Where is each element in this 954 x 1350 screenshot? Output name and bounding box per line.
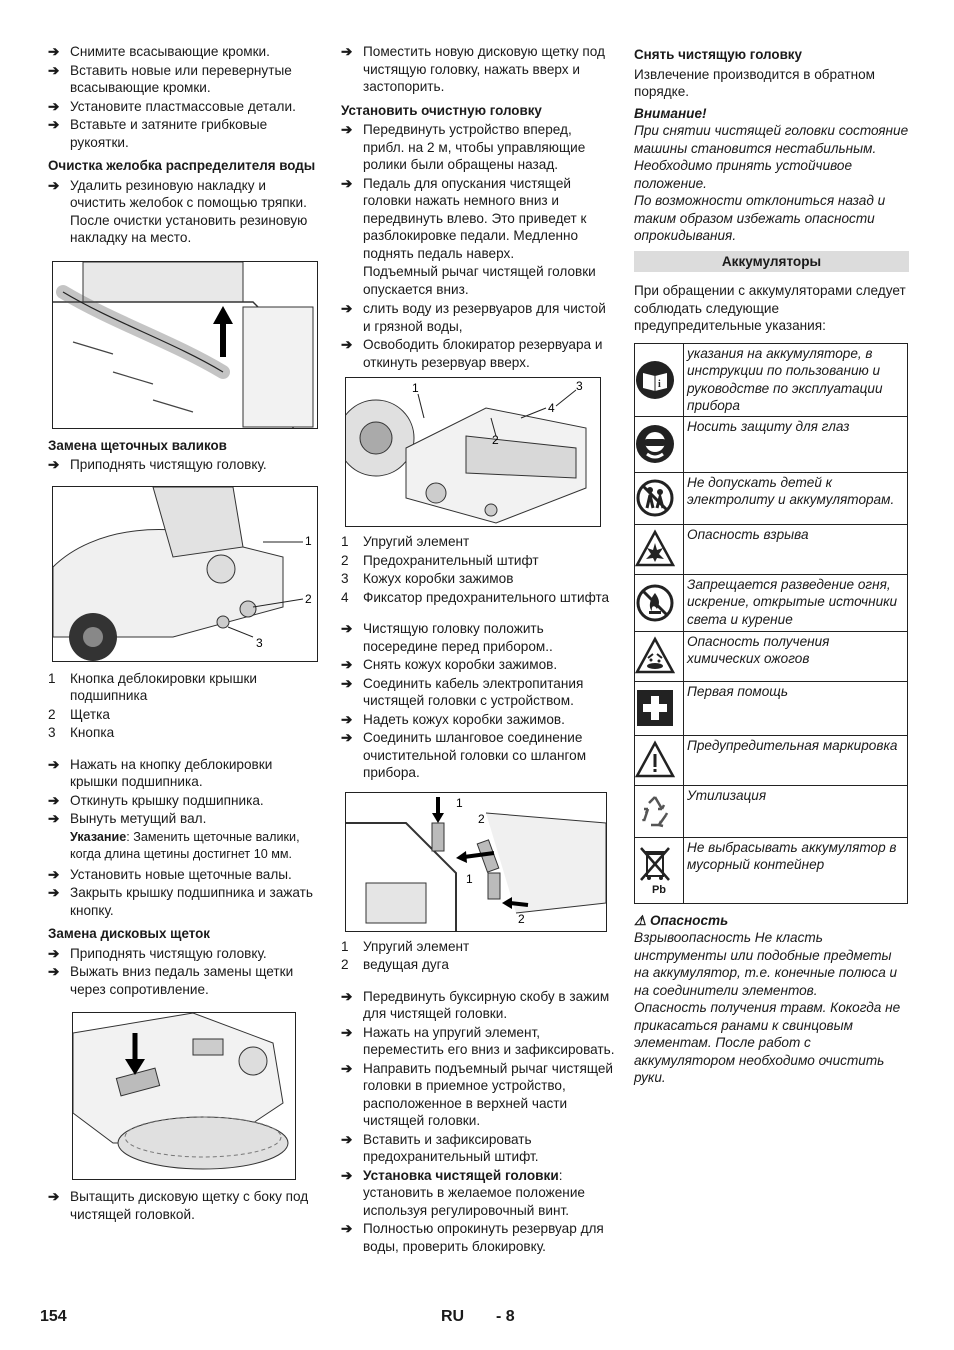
arrow-right-icon: ➔ <box>341 1131 353 1147</box>
symbol-text: Не допускать детей к электролиту и аккумуляторам. <box>684 472 908 524</box>
legend-number: 3 <box>341 571 349 586</box>
arrow-right-icon: ➔ <box>48 62 60 78</box>
step-text: Соединить шланговое соединение очистительной головки со шлангом прибора. <box>363 730 587 780</box>
symbol-text: Предупредительная маркировка <box>684 735 908 785</box>
callout-label: 1 <box>305 533 312 548</box>
arrow-right-icon: ➔ <box>48 885 60 900</box>
arrow-right-icon: ➔ <box>341 988 353 1004</box>
arrow-right-icon: ➔ <box>48 866 60 882</box>
arrow-right-icon: ➔ <box>48 792 60 808</box>
instruction-step <box>48 884 320 919</box>
step-result: Подъемный рычаг чистящей головки опускается вниз. <box>363 264 596 297</box>
note-text: : Заменить щеточные валики, когда длина щетины достигнет 10 мм. <box>70 829 300 861</box>
instruction-step <box>341 300 615 335</box>
instruction-step <box>48 945 320 963</box>
step-text: Вынуть метущий вал. <box>70 811 207 826</box>
instruction-step <box>48 98 320 116</box>
arrow-right-icon: ➔ <box>341 122 353 137</box>
step-text: Полностью опрокинуть резервуар для воды, проверить блокировку. <box>363 1221 604 1254</box>
explosion-icon <box>635 529 675 569</box>
arrow-right-icon: ➔ <box>341 301 353 316</box>
legend-item <box>341 533 615 551</box>
arrow-right-icon: ➔ <box>48 1189 60 1204</box>
step-text: Вставить новые или перевернутые всасывающие кромки. <box>70 62 292 95</box>
arrow-right-icon: ➔ <box>48 945 60 961</box>
danger-heading <box>634 912 909 930</box>
symbol-row <box>635 631 908 681</box>
legend-text: Предохранительный штифт <box>363 552 539 568</box>
symbol-row <box>635 574 908 631</box>
arrow-right-icon: ➔ <box>341 175 353 191</box>
no-children-icon <box>635 478 675 518</box>
step-text: Выжать вниз педаль замены щетки через сопротивление. <box>70 964 294 997</box>
arrow-right-icon: ➔ <box>341 337 353 352</box>
legend-item <box>341 956 615 974</box>
symbol-text: Опасность взрыва <box>684 524 908 574</box>
legend-item <box>341 938 615 956</box>
symbol-table <box>634 343 908 904</box>
symbol-text: Запрещается разведение огня, искрение, открытые источники света и курение <box>684 574 908 631</box>
arrow-right-icon: ➔ <box>48 44 60 59</box>
symbol-row <box>635 735 908 785</box>
legend-number: 3 <box>48 725 56 740</box>
svg-text:i: i <box>658 378 661 390</box>
instruction-step <box>48 62 320 97</box>
step-text: Чистящую головку положить посередине перед прибором.. <box>363 621 553 654</box>
instruction-step <box>341 336 615 371</box>
instruction-step <box>48 866 320 884</box>
symbol-row <box>635 837 908 903</box>
legend-text: Кнопка <box>70 725 115 740</box>
language-code: RU <box>441 1308 465 1325</box>
column-middle <box>341 42 615 1256</box>
danger-title: Опасность <box>649 912 729 928</box>
instruction-step <box>341 1060 615 1130</box>
instruction-step <box>48 810 320 828</box>
instruction-step <box>48 116 320 151</box>
legend-item <box>341 552 615 570</box>
callout-label: 3 <box>256 635 263 650</box>
arrow-right-icon: ➔ <box>48 811 60 826</box>
warning-icon <box>635 740 675 780</box>
figure-tow-bracket <box>345 792 607 932</box>
legend-number: 1 <box>48 670 56 686</box>
callout-label: 1 <box>412 381 419 395</box>
symbol-row <box>635 416 908 472</box>
legend-item <box>341 589 615 607</box>
section-heading: Замена дисковых щеток <box>48 926 210 941</box>
symbol-text: Носить защиту для глаз <box>684 416 908 472</box>
step-text: Установите пластмассовые детали. <box>70 98 296 114</box>
legend-text: Упругий элемент <box>363 938 470 954</box>
instruction-step <box>341 1167 615 1220</box>
callout-label: 2 <box>492 433 499 447</box>
step-text: Откинуть крышку подшипника. <box>70 792 264 808</box>
arrow-right-icon: ➔ <box>48 117 60 132</box>
attention-text: При снятии чистящей головки состояние машины становится нестабильным. Необходимо принять устойчивое положение. <box>634 123 909 191</box>
step-text: Передвинуть устройство вперед, прибл. на 2 м, чтобы управляющие ролики были обращены назад. <box>363 122 586 172</box>
note-label: Указание <box>70 829 127 844</box>
step-text: Закрыть крышку подшипника и зажать кнопку. <box>70 885 313 918</box>
callout-label: 3 <box>576 379 583 393</box>
recycling-icon <box>635 791 675 831</box>
arrow-right-icon: ➔ <box>341 621 353 636</box>
figure-water-trough <box>52 261 318 429</box>
legend-item <box>48 670 320 705</box>
symbol-text: Первая помощь <box>684 681 908 735</box>
symbol-row <box>635 343 908 416</box>
danger-text: Взрывоопасность Не класть инструменты или подобные предметы на аккумулятор, т.е. конечные полюса и на соединители элементов. <box>634 930 898 998</box>
danger-icon: ⚠ <box>634 912 647 928</box>
step-text: Вставьте и затяните грибковые рукоятки. <box>70 117 268 150</box>
step-text: Соединить кабель электропитания чистящей головки с устройством. <box>363 675 584 708</box>
step-bold-label: Установка чистящей головки <box>363 1167 559 1183</box>
section-heading: Замена щеточных валиков <box>48 437 227 453</box>
first-aid-icon <box>635 688 675 728</box>
instruction-step <box>341 1131 615 1166</box>
figure-clamp-box <box>345 377 601 527</box>
figure-disc-brush <box>72 1012 296 1180</box>
column-left <box>48 42 320 1224</box>
arrow-right-icon: ➔ <box>341 1060 353 1076</box>
attention-text: По возможности отклониться назад и таким образом избежать опасности опрокидывания. <box>634 193 886 243</box>
arrow-right-icon: ➔ <box>48 177 60 193</box>
instruction-step <box>341 1220 615 1255</box>
legend-number: 1 <box>341 534 349 549</box>
legend-text: Щетка <box>70 706 110 722</box>
column-right <box>634 42 909 1087</box>
section-heading: Очистка желобка распределителя воды <box>48 158 316 173</box>
arrow-right-icon: ➔ <box>341 1167 353 1183</box>
step-text: Удалить резиновую накладку и очистить желобок с помощью тряпки. После очистки установить резиновую накладку на место. <box>70 177 308 245</box>
section-banner: Аккумуляторы <box>634 251 909 273</box>
instruction-step <box>48 177 320 247</box>
no-fire-icon <box>635 583 675 623</box>
symbol-text: Утилизация <box>684 785 908 837</box>
step-text: Вставить и зафиксировать предохранительный штифт. <box>363 1131 539 1164</box>
arrow-right-icon: ➔ <box>341 675 353 691</box>
legend-item <box>48 724 320 742</box>
instruction-step <box>341 620 615 655</box>
instruction-step <box>341 175 615 263</box>
note <box>70 829 320 864</box>
arrow-right-icon: ➔ <box>48 457 60 472</box>
arrow-right-icon: ➔ <box>341 1221 353 1236</box>
attention-title: Внимание! <box>634 105 707 121</box>
instruction-step <box>341 988 615 1023</box>
step-text: : установить в желаемое положение используя регулировочный винт. <box>363 1167 585 1218</box>
legend-text: ведущая дуга <box>363 957 449 972</box>
step-text: Вытащить дисковую щетку с боку под чистящей головкой. <box>70 1189 309 1222</box>
step-text: Нажать на упругий элемент, переместить его вниз и зафиксировать. <box>363 1024 615 1057</box>
no-trash-bin-icon <box>635 844 675 884</box>
step-text: Снять кожух коробки зажимов. <box>363 657 558 672</box>
instruction-step <box>48 43 320 61</box>
instruction-step <box>48 792 320 810</box>
danger-text: Опасность получения травм. Кокогда не прикасаться ранами к свинцовым элементам. После работ с аккумулятором необходимо очистить руки. <box>634 1000 901 1085</box>
symbol-row <box>635 524 908 574</box>
instruction-step <box>341 1024 615 1059</box>
callout-label: 4 <box>548 401 555 415</box>
eye-protection-icon <box>635 424 675 464</box>
symbol-text: Опасность получения химических ожогов <box>684 631 908 681</box>
symbol-text: Не выбрасывать аккумулятор в мусорный контейнер <box>684 837 908 903</box>
arrow-right-icon: ➔ <box>341 657 353 672</box>
section-heading: Установить очистную головку <box>341 102 542 118</box>
step-text: Нажать на кнопку деблокировки крышки подшипника. <box>70 756 273 789</box>
page-number: 154 <box>40 1308 67 1325</box>
arrow-right-icon: ➔ <box>48 98 60 114</box>
pb-label: Pb <box>651 884 667 896</box>
arrow-right-icon: ➔ <box>341 1024 353 1040</box>
legend-number: 2 <box>48 706 56 722</box>
step-text: слить воду из резервуаров для чистой и грязной воды, <box>363 301 606 334</box>
step-text: Приподнять чистящую головку. <box>70 945 267 961</box>
instruction-step <box>341 675 615 710</box>
legend-number: 2 <box>341 957 349 972</box>
instruction-step <box>48 756 320 791</box>
legend-text: Фиксатор предохранительного штифта <box>363 589 610 605</box>
arrow-right-icon: ➔ <box>341 711 353 727</box>
legend-text: Упругий элемент <box>363 534 470 549</box>
section-heading: Снять чистящую головку <box>634 47 802 62</box>
chemical-burn-icon <box>635 636 675 676</box>
manual-icon <box>635 360 675 400</box>
instruction-step <box>341 711 615 729</box>
symbol-row <box>635 472 908 524</box>
instruction-step <box>48 963 320 998</box>
callout-label: 2 <box>305 591 312 606</box>
instruction-step <box>48 456 320 474</box>
legend-text: Кнопка деблокировки крышки подшипника <box>70 670 258 703</box>
legend-text: Кожух коробки зажимов <box>363 571 514 586</box>
sub-page-number: - 8 <box>496 1308 515 1325</box>
instruction-step <box>48 1188 320 1223</box>
symbol-row <box>635 681 908 735</box>
instruction-step <box>341 656 615 674</box>
step-text: Направить подъемный рычаг чистящей головки в приемное устройство, расположенное в верхней части чистящей головки. <box>363 1060 614 1128</box>
callout-label: 2 <box>518 911 525 926</box>
arrow-right-icon: ➔ <box>48 756 60 772</box>
legend-item <box>48 706 320 724</box>
instruction-step <box>341 121 615 174</box>
step-text: Педаль для опускания чистящей головки нажать немного вниз и передвинуть влево. Это приведет к разблокировке педали. Медленно поднять педаль наверх. <box>363 175 587 261</box>
instruction-step <box>341 729 615 782</box>
symbol-text: указания на аккумуляторе, в инструкции по пользованию и руководстве по эксплуатации прибора <box>684 343 908 416</box>
step-text: Снимите всасывающие кромки. <box>70 44 270 59</box>
paragraph: Извлечение производится в обратном порядке. <box>634 66 876 99</box>
instruction-step <box>341 43 615 96</box>
callout-label: 1 <box>456 795 463 810</box>
arrow-right-icon: ➔ <box>341 44 353 59</box>
step-text: Передвинуть буксирную скобу в зажим для чистящей головки. <box>363 988 610 1021</box>
legend-number: 1 <box>341 938 349 954</box>
step-text: Приподнять чистящую головку. <box>70 457 267 472</box>
legend-number: 2 <box>341 552 349 568</box>
legend-number: 4 <box>341 589 349 605</box>
arrow-right-icon: ➔ <box>48 964 60 979</box>
symbol-row <box>635 785 908 837</box>
step-text: Установить новые щеточные валы. <box>70 866 292 882</box>
legend-item <box>341 570 615 588</box>
step-text: Поместить новую дисковую щетку под чистящую головку, нажать вверх и застопорить. <box>363 44 605 94</box>
step-text: Освободить блокиратор резервуара и откинуть резервуар вверх. <box>363 337 603 370</box>
callout-label: 2 <box>478 811 485 826</box>
paragraph: При обращении с аккумуляторами следует соблюдать следующие предупредительные указания: <box>634 283 906 333</box>
arrow-right-icon: ➔ <box>341 730 353 745</box>
step-text: Надеть кожух коробки зажимов. <box>363 711 565 727</box>
figure-brush-roller <box>52 486 318 662</box>
callout-label: 1 <box>466 871 473 886</box>
